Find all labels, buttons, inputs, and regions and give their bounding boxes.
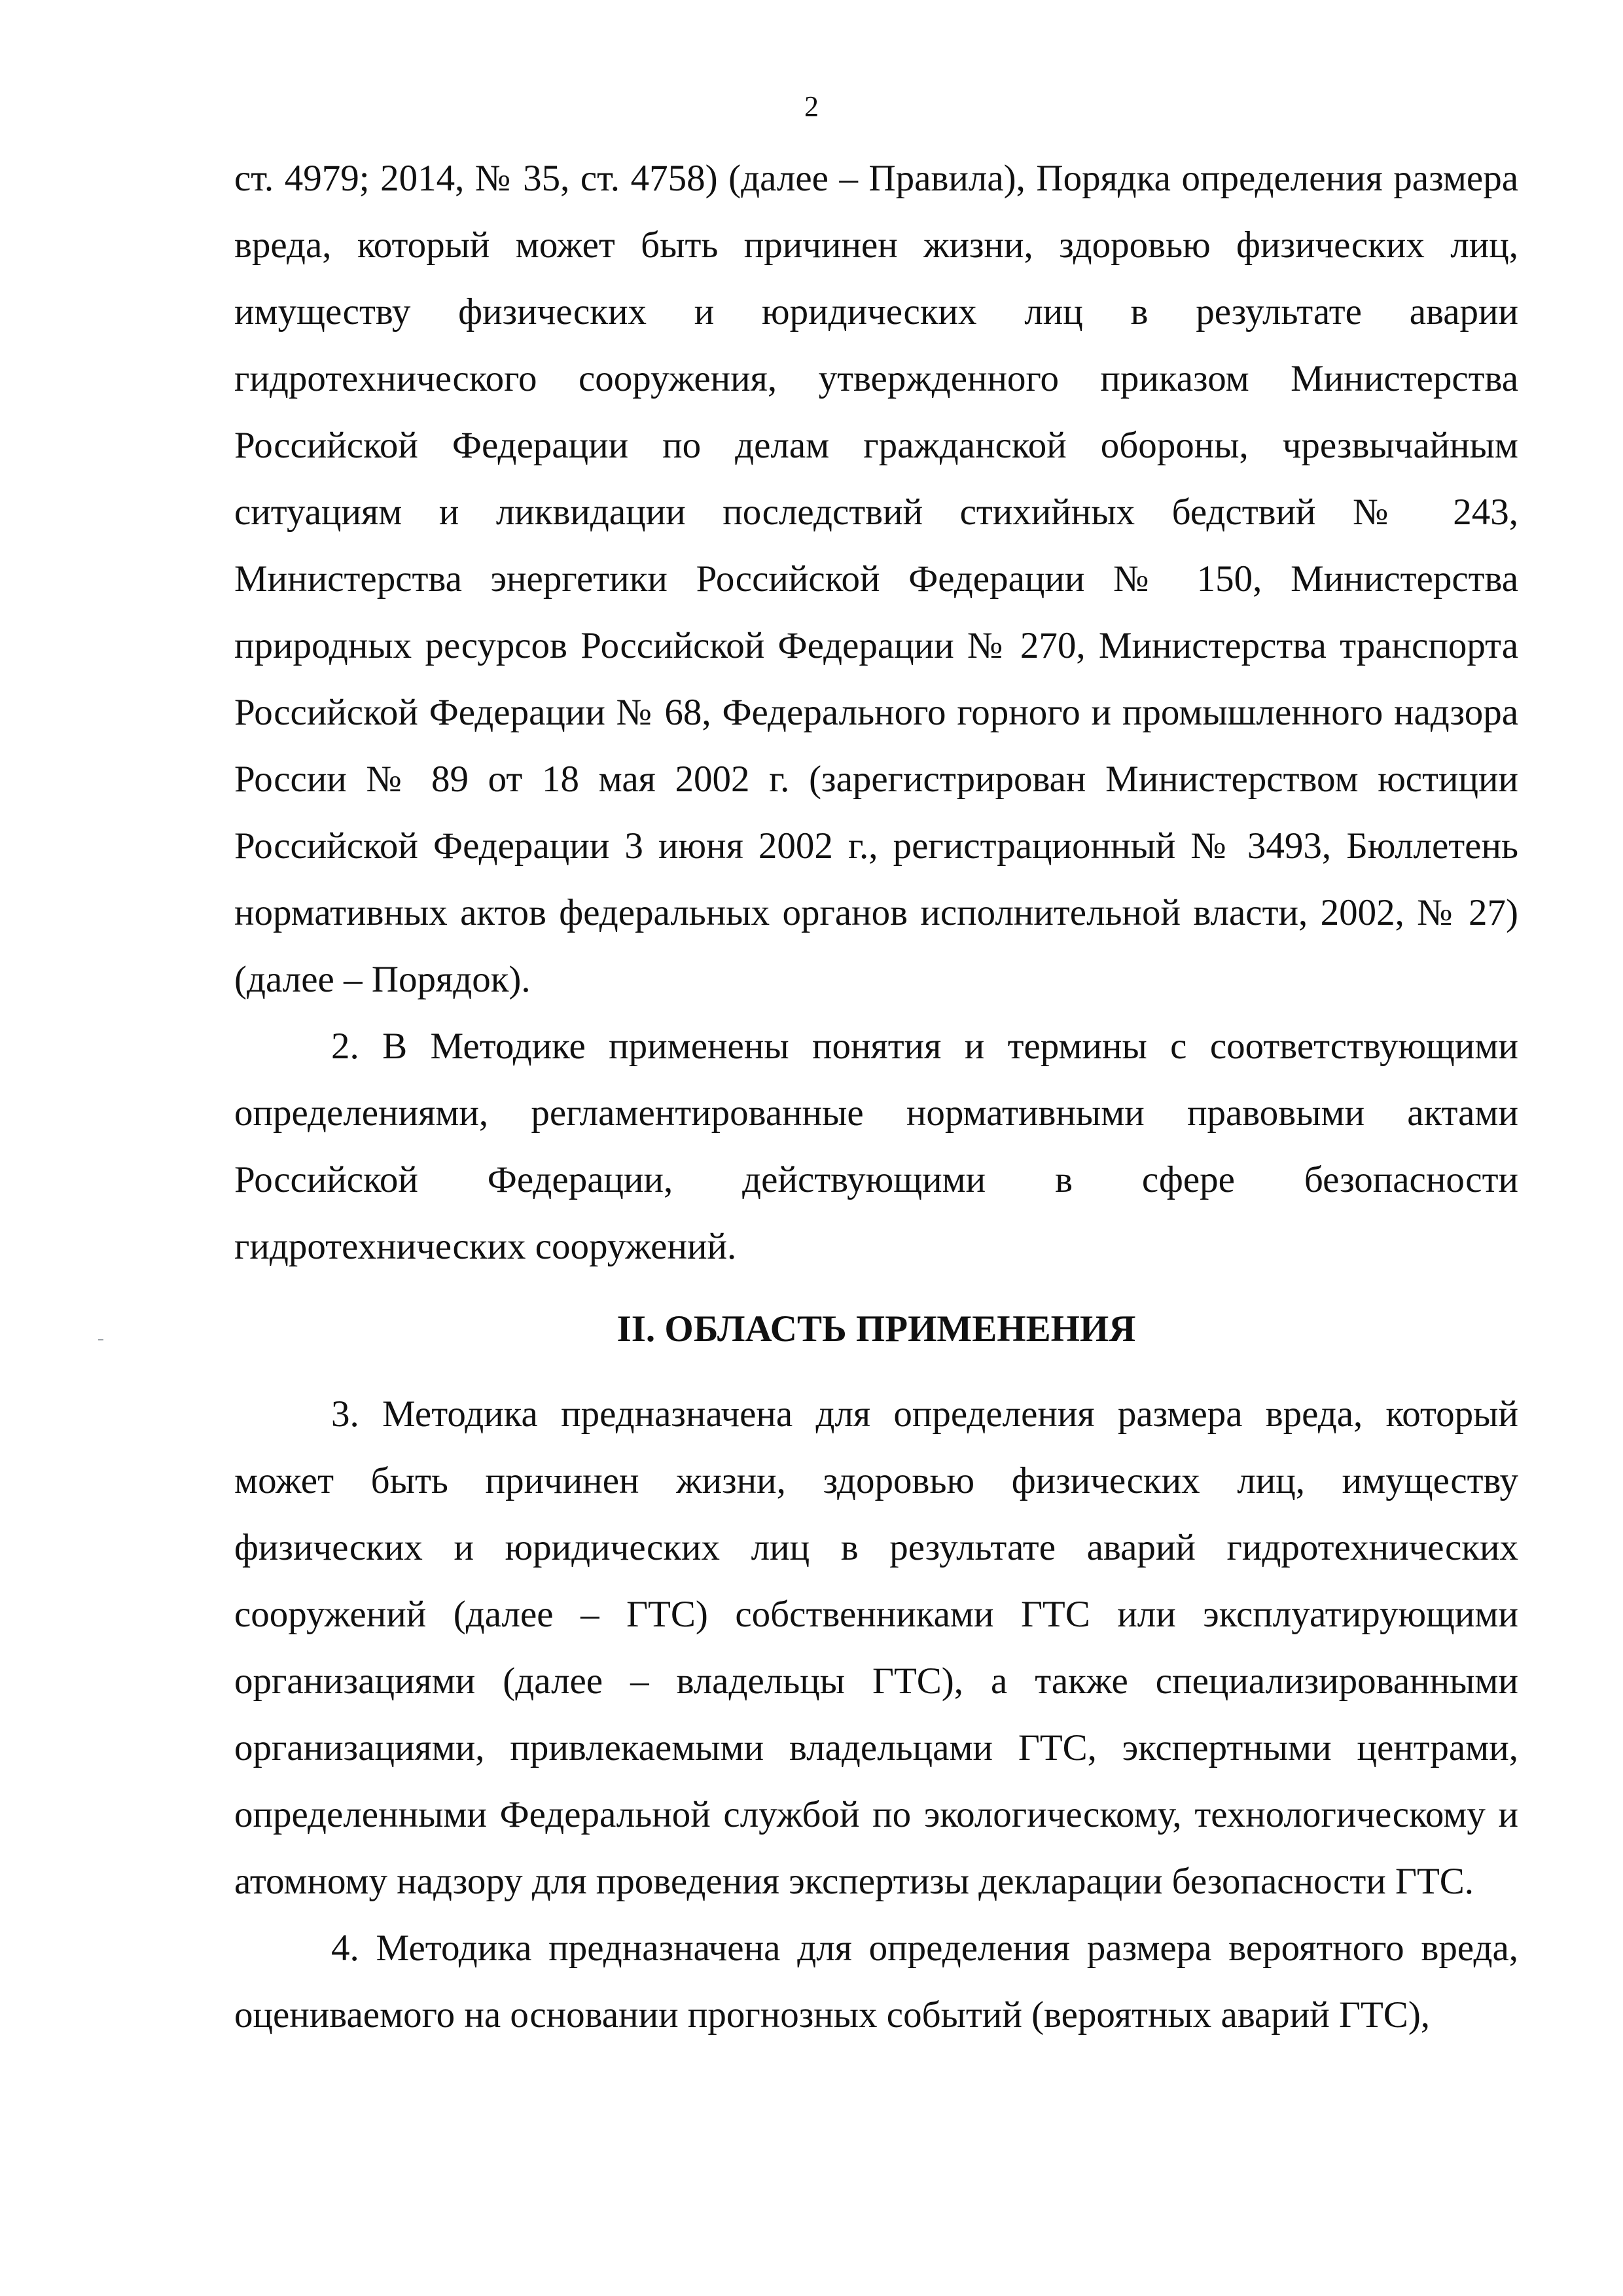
paragraph-4: 4. Методика предназначена для определения размера вероятного вреда, оцениваемого на основании прогнозных событий (вероятных аварий ГТС), xyxy=(234,1928,1518,2036)
paragraph-1-continuation: ст. 4979; 2014, № 35, ст. 4758) (далее – Правила), Порядка определения размера вреда, который может быть причинен жизни, здоровью физических лиц, имуществу физических и юридических лиц в результате аварии гидротехнического сооружения, утвержденного приказом Министерства Российской Федерации по делам гражданской обороны, чрезвычайным ситуациям и ликвидации последствий стихийных бедствий № 243, Министерства энергетики Российской Федерации № 150, Министерства природных ресурсов Российской Федерации № 270, Министерства транспорта Российской Федерации № 68, Федерального горного и промышленного надзора России № 89 от 18 мая 2002 г. (зарегистрирован Министерством юстиции Российской Федерации 3 июня 2002 г., регистрационный № 3493, Бюллетень нормативных актов федеральных органов исполнительной власти, 2002, № 27) (далее – Порядок). xyxy=(234,158,1518,1000)
section-heading: II. ОБЛАСТЬ ПРИМЕНЕНИЯ xyxy=(616,1308,1136,1350)
page-number: 2 xyxy=(804,90,819,122)
document-body xyxy=(234,145,1518,2049)
scan-margin-mark xyxy=(98,1339,103,1340)
paragraph-2: 2. В Методике применены понятия и термины с соответствующими определениями, регламентированные нормативными правовыми актами Российской Федерации, действующими в сфере безопасности гидротехнических сооружений. xyxy=(234,1026,1518,1267)
paragraph-3: 3. Методика предназначена для определения размера вреда, который может быть причинен жизни, здоровью физических лиц, имуществу физических и юридических лиц в результате аварий гидротехнических сооружений (далее – ГТС) собственниками ГТС или эксплуатирующими организациями (далее – владельцы ГТС), а также специализированными организациями, привлекаемыми владельцами ГТС, экспертными центрами, определенными Федеральной службой по экологическому, технологическому и атомному надзору для проведения экспертизы декларации безопасности ГТС. xyxy=(234,1393,1518,1902)
